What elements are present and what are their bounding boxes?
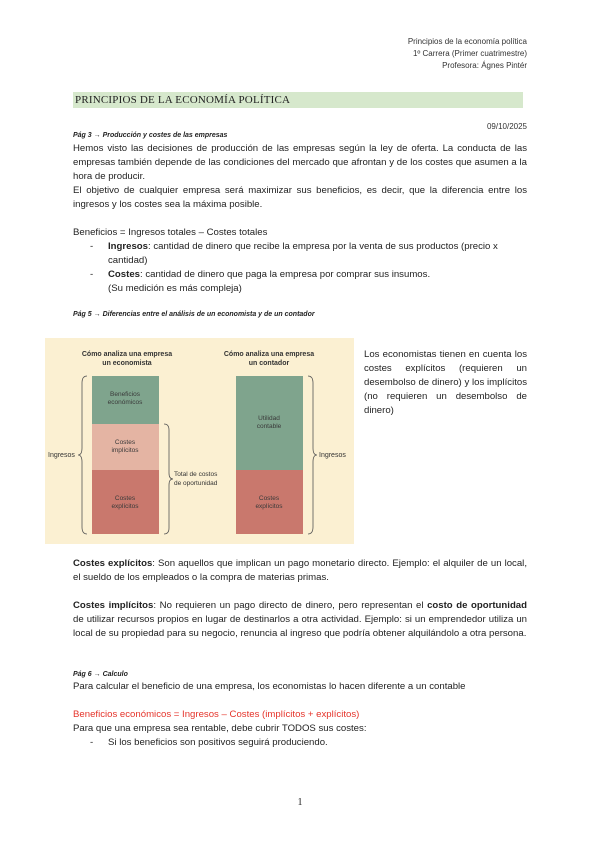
- term-costes-implicitos: Costes implícitos: [73, 600, 154, 611]
- definition-costes-explicitos: : Son aquellos que implican un pago monetario directo. Ejemplo: el alquiler de un local, el sueldo de los empleados o la compra de materias primas.: [73, 558, 527, 583]
- definition-costes-implicitos-1: : No requieren un pago directo de dinero, pero representan el: [153, 600, 428, 611]
- title-banner: [73, 92, 523, 108]
- bullet-mark: -: [90, 241, 94, 252]
- bullet-mark: -: [90, 737, 94, 748]
- label-implicitos-1: Costes: [114, 439, 136, 446]
- term-costes-explicitos: Costes explícitos: [73, 558, 153, 569]
- economist-vs-accountant-figure: [45, 338, 354, 544]
- paragraph-intro: Hemos visto las decisiones de producción de las empresas según la ley de oferta. La conducta de las empresas también depende de las condiciones del mercado que afrontan y de los costes que asumen a la hora de producir.: [73, 143, 527, 182]
- header-term: 1º Carrera (Primer cuatrimestre): [412, 49, 527, 58]
- label-ingresos-right: Ingresos: [319, 452, 346, 459]
- definition-costes: : cantidad de dinero que paga la empresa por comprar sus insumos.: [140, 269, 431, 280]
- label-implicitos-2: implícitos: [111, 447, 139, 454]
- label-explicitos-left-1: Costes: [114, 495, 136, 502]
- term-costo-oportunidad: costo de oportunidad: [427, 600, 528, 611]
- brace-ingresos-left: [78, 376, 87, 534]
- page-number: 1: [297, 797, 303, 808]
- label-ingresos-left: Ingresos: [48, 452, 75, 459]
- header-professor: Profesora: Ágnes Pintér: [442, 61, 527, 70]
- figure-side-note: Los economistas tienen en cuenta los costes explícitos (requieren un desembolso de dinero) y los implícitos (no requieren un desembolso de dinero): [364, 349, 527, 416]
- paragraph-costes-explicitos: [73, 557, 527, 585]
- right-title-2: un contador: [248, 360, 290, 367]
- section-heading-diferencias: Pág 5 → Diferencias entre el análisis de un economista y de un contador: [73, 311, 315, 318]
- term-ingresos: Ingresos: [108, 241, 148, 252]
- document-header: [408, 36, 527, 72]
- definition-ingresos: : cantidad de dinero que recibe la empresa por la venta de sus productos (precio x cantidad): [108, 241, 498, 266]
- left-title-2: un economista: [102, 360, 152, 367]
- block-costes-explicitos-left: [92, 470, 159, 534]
- brace-total-costos: [164, 424, 173, 534]
- formula-beneficios: Beneficios = Ingresos totales – Costes totales: [73, 227, 268, 238]
- bullet-ingresos-text: [108, 240, 527, 268]
- label-utilidad-1: Utilidad: [258, 415, 280, 422]
- definition-costes-implicitos-2: de utilizar recursos propios en lugar de destinarlos a otra actividad. Ejemplo: si un emprendedor utiliza un local de su propiedad para su negocio, renuncia al ingreso que podría obtener alquilándolo a otra persona.: [73, 614, 527, 639]
- label-beneficios-1: Beneficios: [110, 391, 140, 398]
- figure-diagram: [45, 338, 354, 544]
- bullet-mark: -: [90, 269, 94, 280]
- header-course: Principios de la economía política: [407, 37, 527, 46]
- label-total-costos-1: Total de costos: [174, 471, 218, 478]
- paragraph-costes-implicitos: [73, 599, 527, 641]
- bullet-beneficios-positivos-text: Si los beneficios son positivos seguirá produciendo.: [108, 737, 328, 748]
- block-costes-explicitos-right: [236, 470, 303, 534]
- bullet-costes-text: [108, 268, 527, 296]
- formula-beneficios-economicos: Beneficios económicos = Ingresos – Costes (implícitos + explícitos): [73, 709, 360, 720]
- section-heading-calculo: Pág 6 → Calculo: [73, 671, 128, 678]
- label-total-costos-2: de oportunidad: [174, 480, 218, 487]
- paragraph-objective: El objetivo de cualquier empresa será maximizar sus beneficios, es decir, que la diferencia entre los ingresos y los costes sea la máxima posible.: [73, 185, 527, 210]
- section-heading-produccion: Pág 3 → Producción y costes de las empresas: [73, 132, 228, 139]
- label-beneficios-2: económicos: [107, 399, 143, 406]
- label-explicitos-right-1: Costes: [258, 495, 280, 502]
- label-utilidad-2: contable: [256, 423, 282, 430]
- brace-ingresos-right: [308, 376, 317, 534]
- costes-note: (Su medición es más compleja): [108, 283, 242, 294]
- label-explicitos-right-2: explícitos: [255, 503, 283, 510]
- page-title: PRINCIPIOS DE LA ECONOMÍA POLÍTICA: [75, 94, 291, 106]
- paragraph-calculo: Para calcular el beneficio de una empresa, los economistas lo hacen diferente a un contable: [73, 681, 466, 692]
- paragraph-rentable: Para que una empresa sea rentable, debe cubrir TODOS sus costes:: [73, 723, 367, 734]
- right-title-1: Cómo analiza una empresa: [223, 351, 315, 358]
- term-costes: Costes: [108, 269, 140, 280]
- label-explicitos-left-2: explícitos: [111, 503, 139, 510]
- left-title-1: Cómo analiza una empresa: [81, 351, 173, 358]
- document-date: 09/10/2025: [486, 122, 527, 131]
